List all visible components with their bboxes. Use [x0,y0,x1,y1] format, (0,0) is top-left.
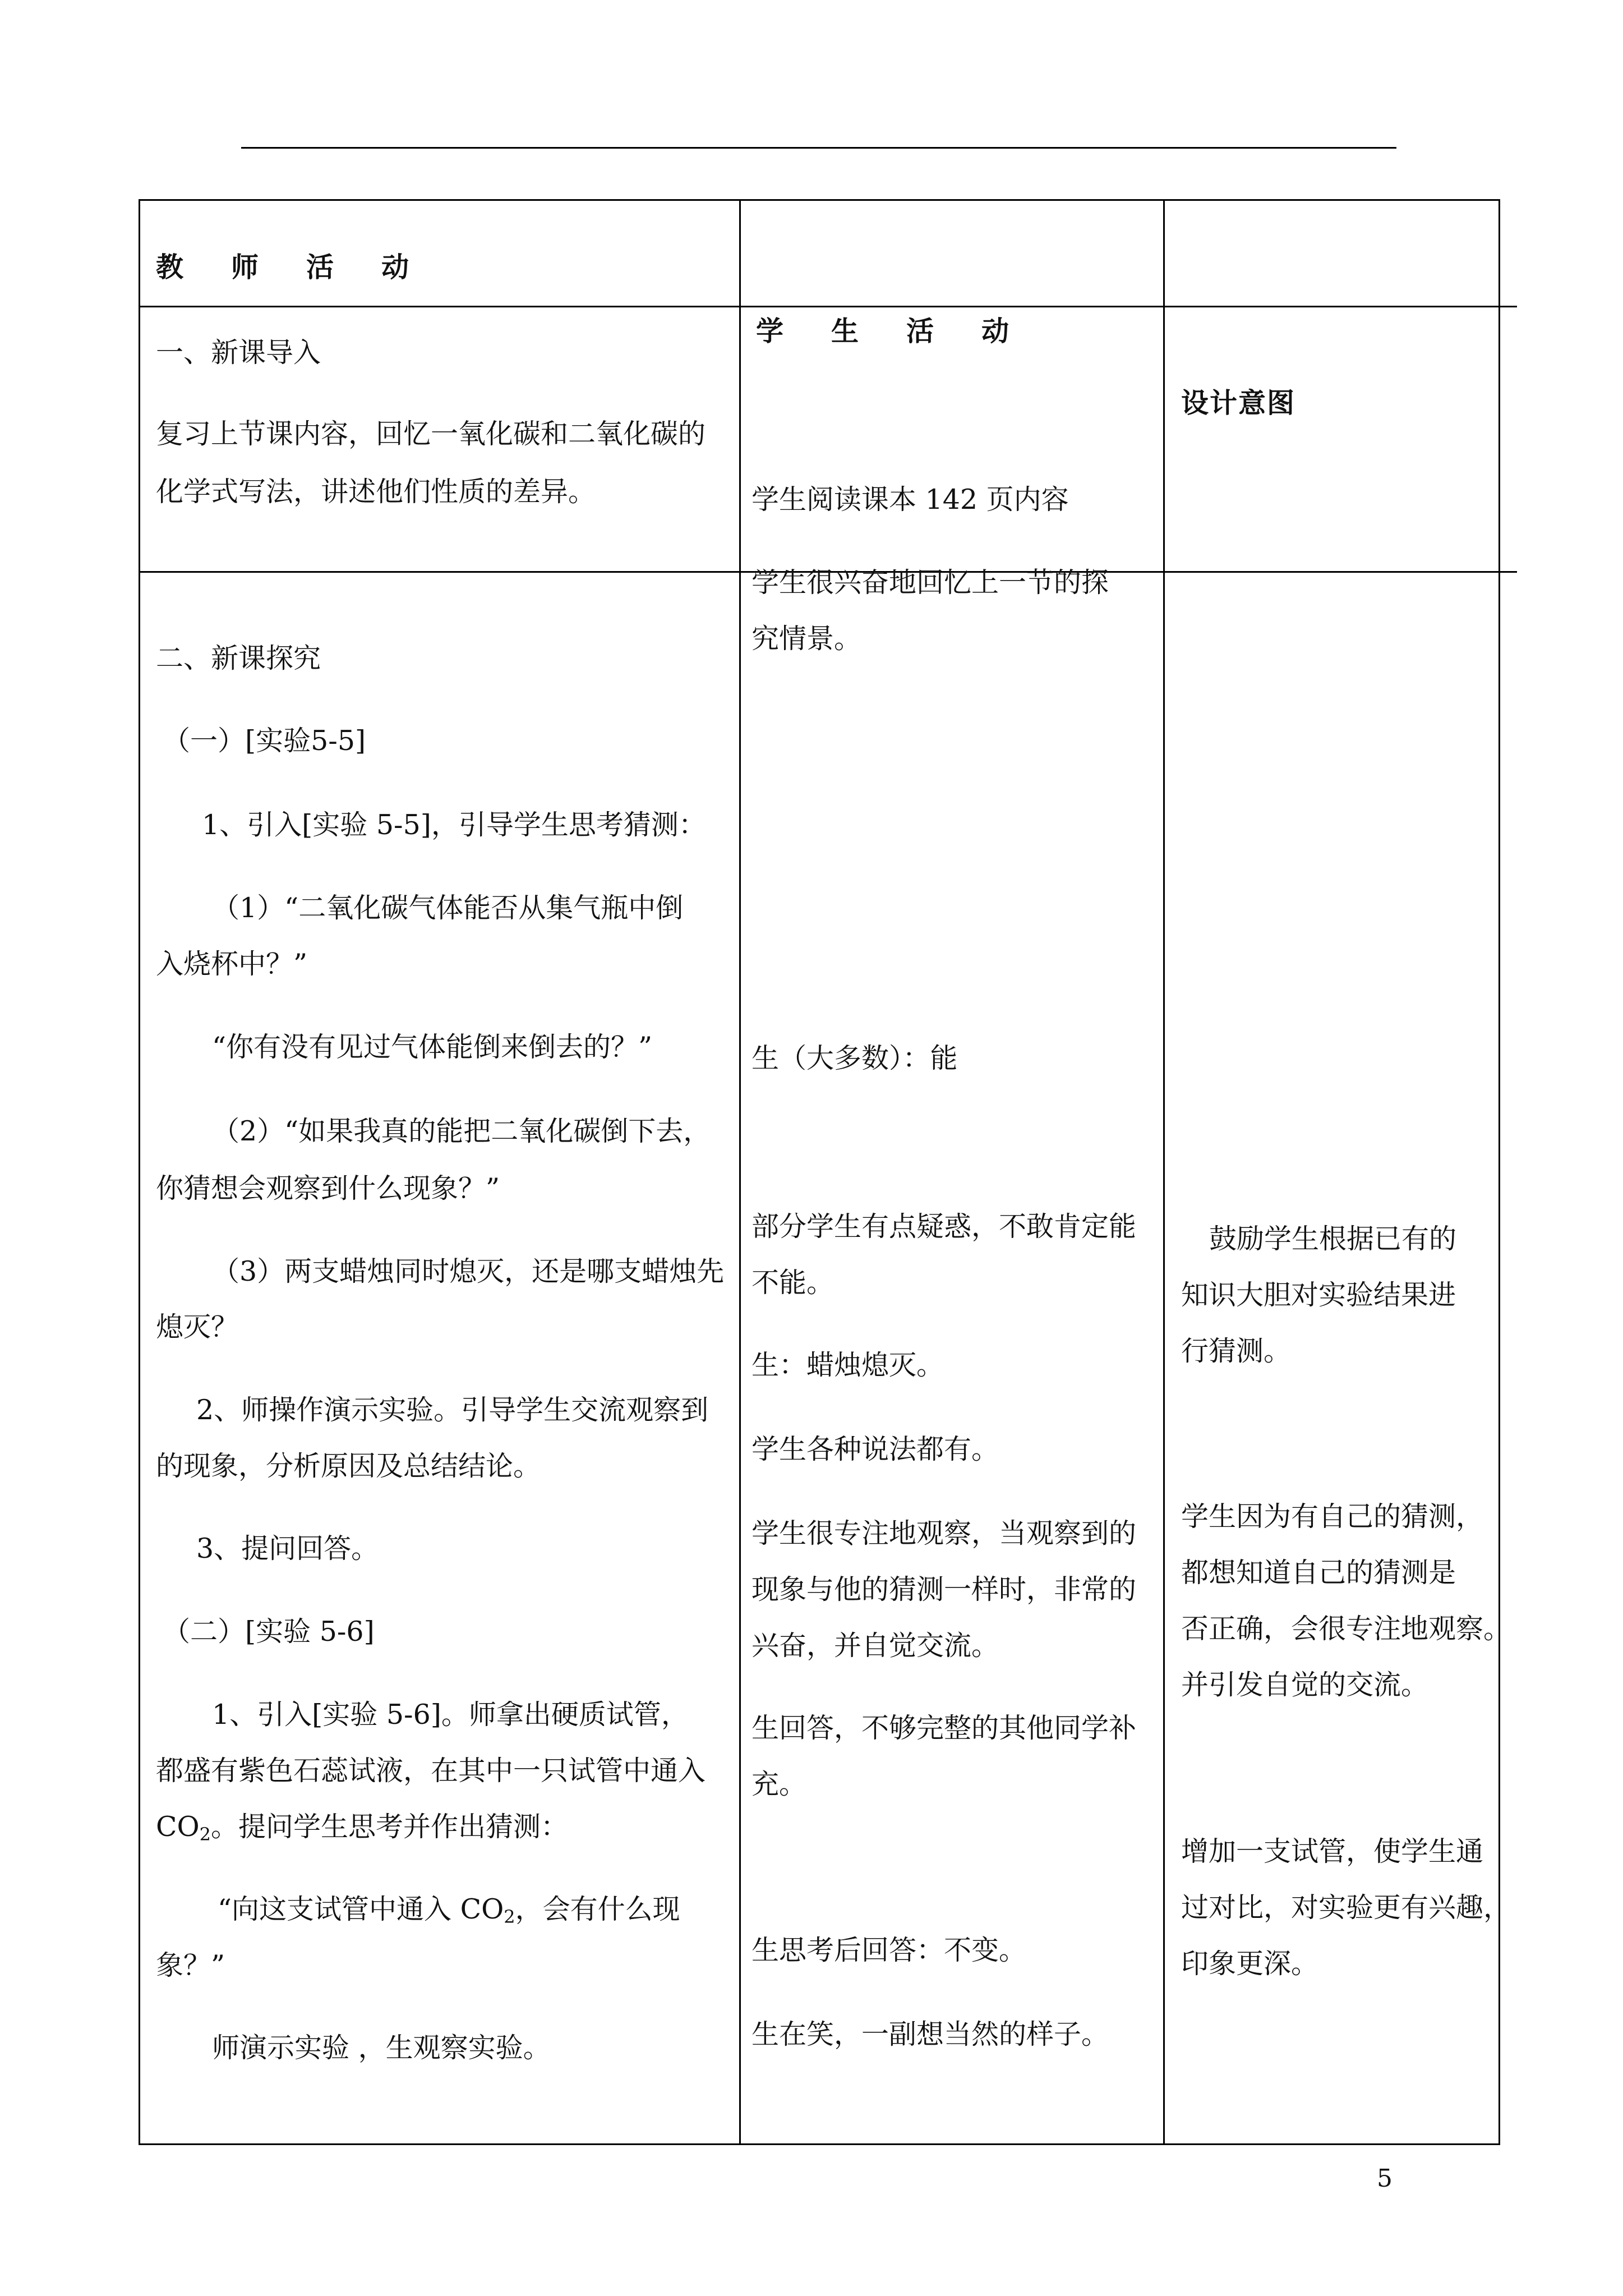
teacher-text: 复习上节课内容，回忆一氧化碳和二氧化碳的 [156,418,706,450]
teacher-text: （3）两支蜡烛同时熄灭，还是哪支蜡烛先 [212,1255,725,1287]
section-title-explore: 二、新课探究 [156,642,321,674]
student-text: 生（大多数）：能 [751,1042,958,1074]
teacher-text: 师演示实验 ，生观察实验。 [212,2032,551,2064]
student-text: 生回答，不够完整的其他同学补 [751,1712,1137,1744]
student-text: 学生阅读课本 142 页内容 [751,484,1069,516]
teacher-text: 入烧杯中？” [156,948,308,980]
table-left-border [139,199,140,2145]
header-design-intent: 设计意图 [1181,386,1296,419]
student-text: 不能。 [751,1267,834,1299]
teacher-text: 3、提问回答。 [196,1533,379,1565]
student-text: 究情景。 [751,623,862,655]
teacher-text: 1、引入[实验 5-6]。师拿出硬质试管， [212,1699,689,1731]
experiment-title-5-5: （一）[实验5-5] [163,725,366,757]
design-text: 知识大胆对实验结果进 [1181,1279,1456,1311]
design-text: 否正确，会很专注地观察。 [1181,1613,1511,1645]
table-col-divider-1 [739,199,741,2145]
teacher-text: “你有没有见过气体能倒来倒去的？” [212,1031,653,1063]
design-text: 学生因为有自己的猜测， [1181,1501,1484,1533]
design-text: 并引发自觉的交流。 [1181,1669,1429,1701]
student-text: 部分学生有点疑惑，不敢肯定能 [751,1211,1137,1243]
teacher-text: 象？” [156,1949,225,1981]
student-text: 生思考后回答：不变。 [751,1934,1027,1966]
student-text: 学生很专注地观察，当观察到的 [751,1517,1137,1549]
student-text: 生：蜡烛熄灭。 [751,1349,944,1381]
student-text: 学生很兴奋地回忆上一节的探 [751,567,1109,599]
header-teacher-activity: 教 师 活 动 [156,251,428,283]
teacher-text: 都盛有紫色石蕊试液，在其中一只试管中通入 [156,1755,706,1787]
student-text: 兴奋，并自觉交流。 [751,1630,999,1662]
teacher-text: “向这支试管中通入 $CO_2$，会有什么现 [218,1893,680,1927]
teacher-text: 你猜想会观察到什么现象？” [156,1172,500,1204]
table-right-border [1498,199,1500,2145]
table-top-border [139,199,1500,201]
design-text: 增加一支试管，使学生通 [1181,1835,1484,1867]
table-col-divider-2 [1163,199,1165,2145]
teacher-text: 熄灭？ [156,1311,239,1343]
design-text: 印象更深。 [1181,1948,1319,1980]
design-text: 过对比，对实验更有兴趣， [1181,1892,1511,1924]
teacher-text: 1、引入[实验 5-5]，引导学生思考猜测： [202,809,706,841]
header-rule [241,147,1396,149]
student-text: 学生各种说法都有。 [751,1433,999,1465]
teacher-text: 的现象，分析原因及总结结论。 [156,1450,541,1482]
design-text: 行猜测。 [1181,1335,1292,1367]
header-student-activity: 学 生 活 动 [756,315,1029,347]
student-text: 现象与他的猜测一样时，非常的 [751,1573,1137,1605]
design-text: 都想知道自己的猜测是 [1181,1557,1456,1589]
section-title-intro: 一、新课导入 [156,337,321,369]
teacher-text: （1）“二氧化碳气体能否从集气瓶中倒 [212,892,684,924]
page-number: 5 [1377,2164,1393,2193]
student-text: 充。 [751,1768,807,1800]
table-bottom-border [139,2143,1500,2145]
design-text: 鼓励学生根据已有的 [1209,1223,1457,1255]
student-text: 生在笑，一副想当然的样子。 [751,2018,1109,2050]
teacher-text: 2、师操作演示实验。引导学生交流观察到 [196,1394,709,1426]
teacher-text: （2）“如果我真的能把二氧化碳倒下去， [212,1115,711,1147]
table-header-rule [139,306,1517,307]
teacher-text: $CO_2$。提问学生思考并作出猜测： [156,1811,569,1845]
teacher-text: 化学式写法，讲述他们性质的差异。 [156,476,596,508]
experiment-title-5-6: （二）[实验 5-6] [163,1616,375,1648]
